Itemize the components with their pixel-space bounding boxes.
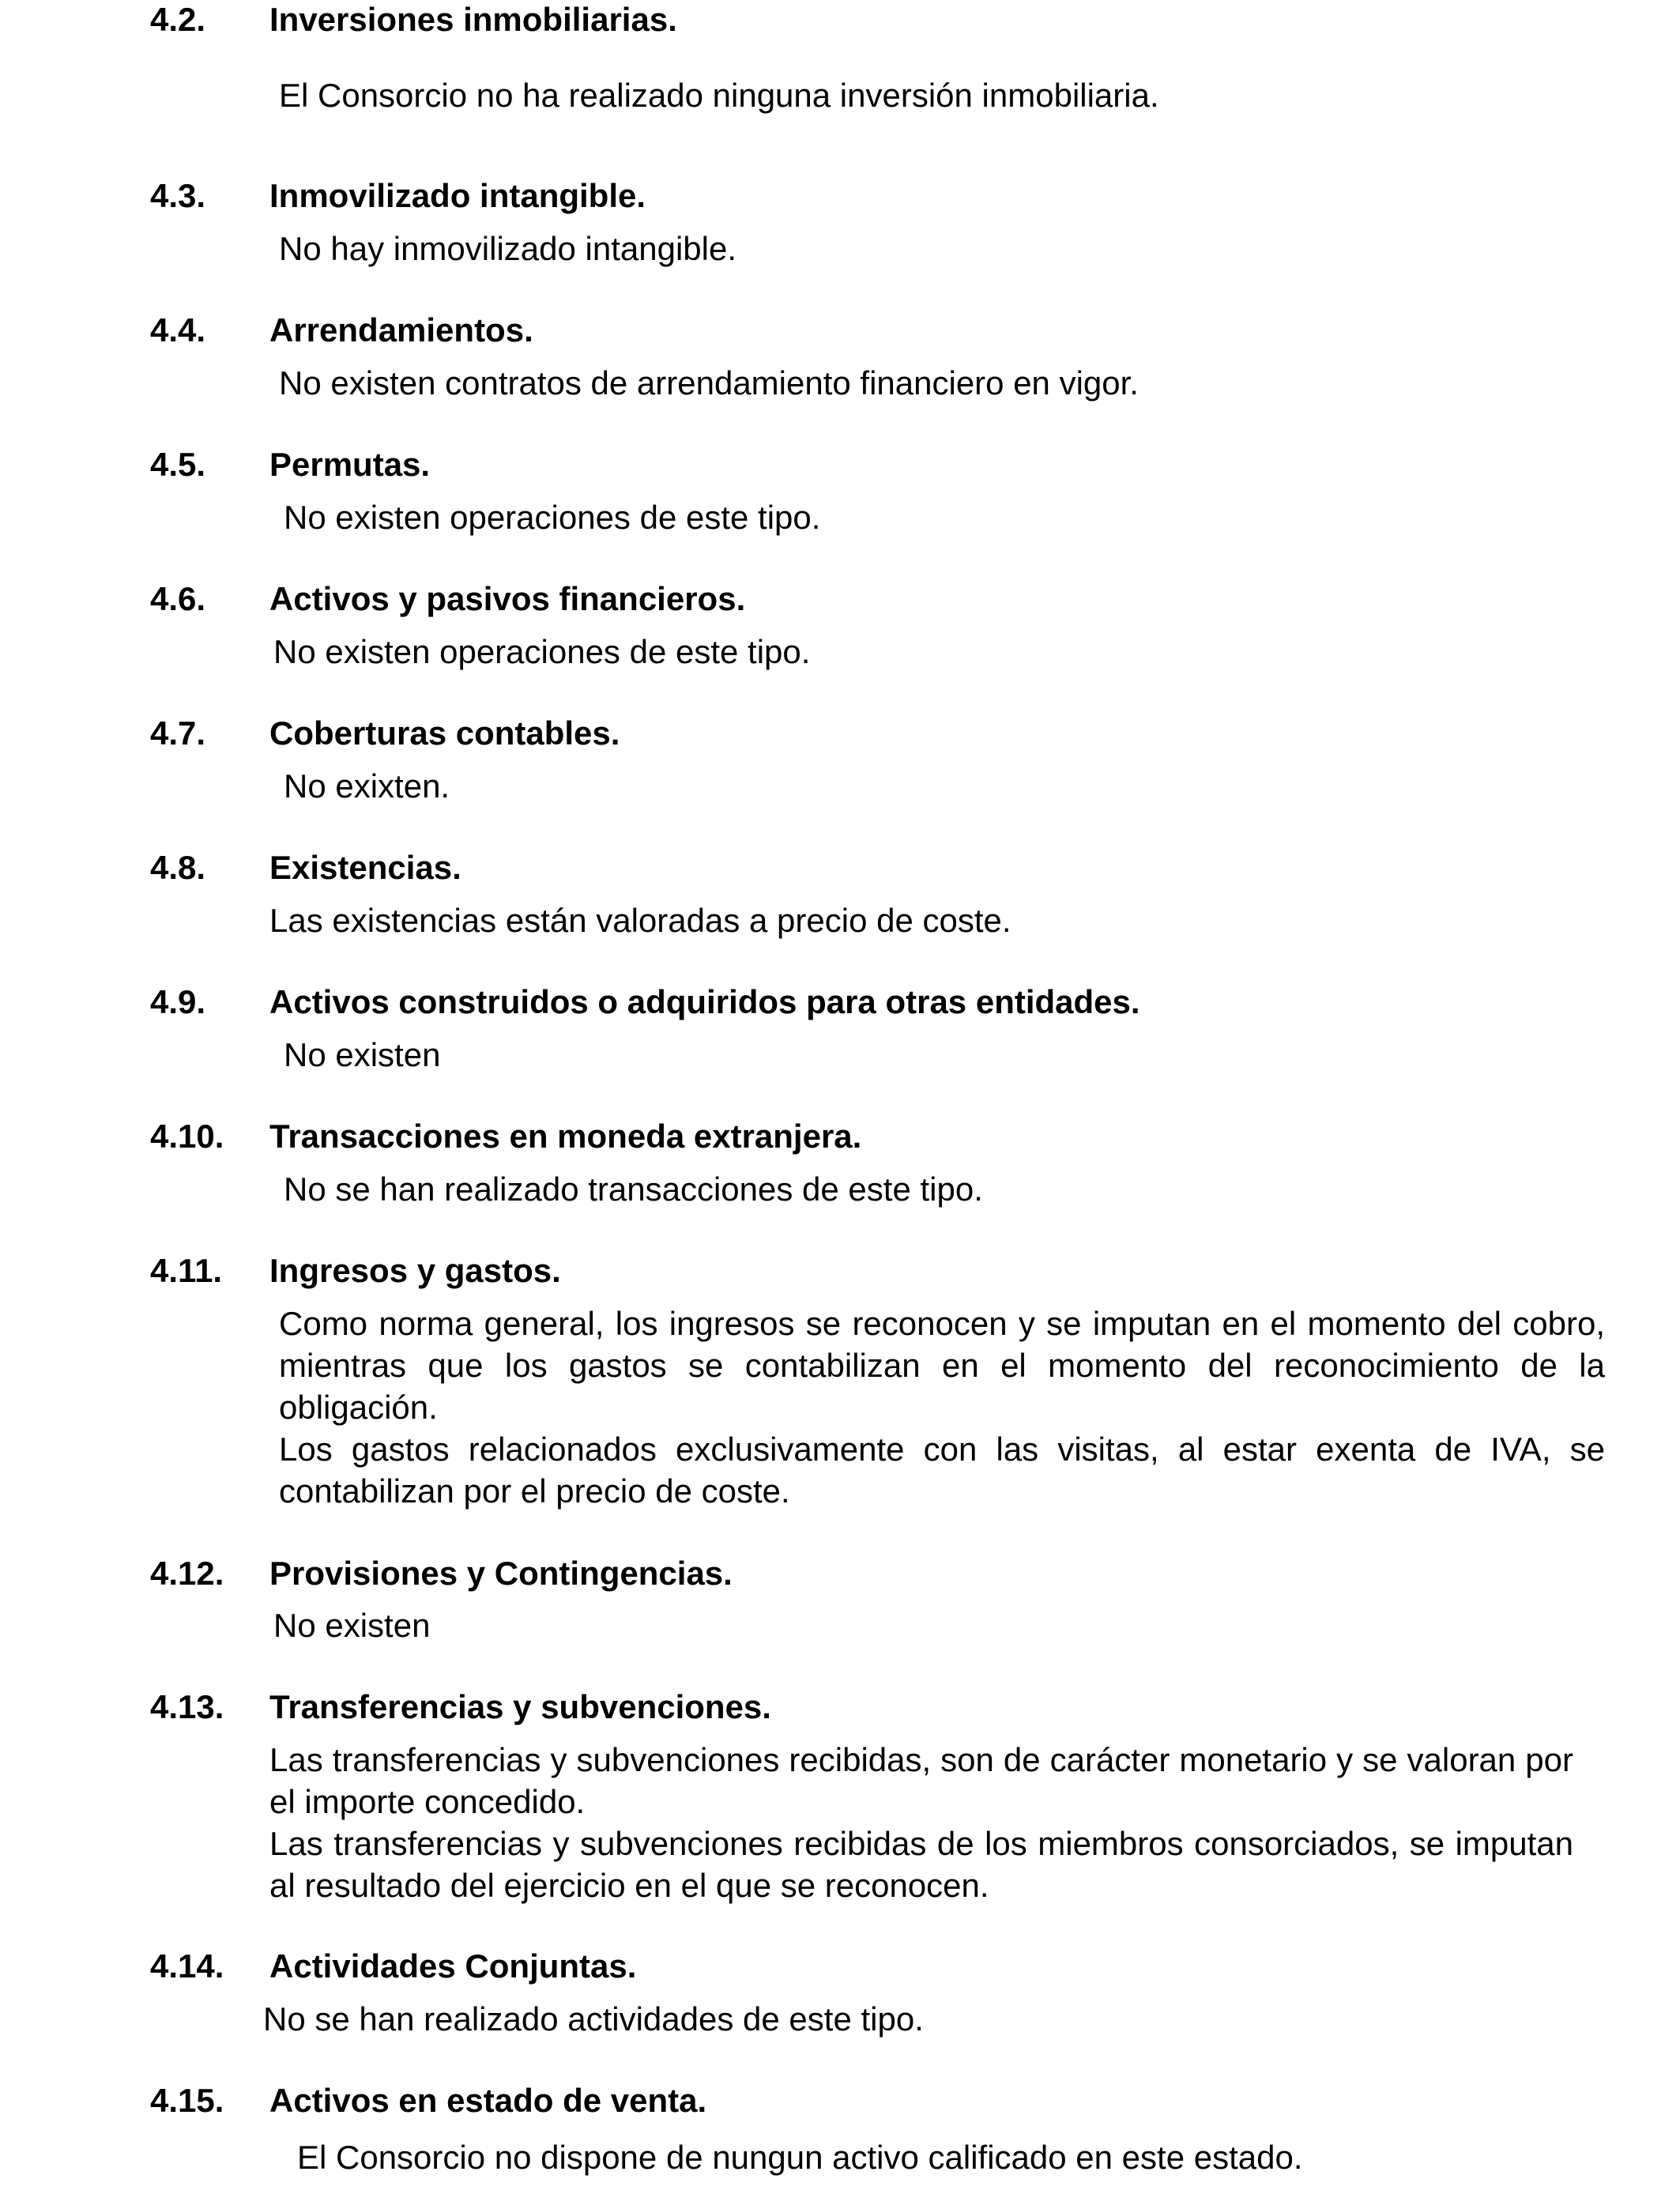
section-body: No existen operaciones de este tipo. (273, 633, 811, 670)
section-number: 4.15. (150, 2082, 224, 2119)
body-paragraph: Las transferencias y subvenciones recibidas de los miembros consorciados, se imputan al resultado del ejercicio en el que se reconocen. (269, 1825, 1573, 1904)
section-title: Activos construidos o adquiridos para otras entidades. (269, 983, 1140, 1020)
section-title: Transferencias y subvenciones. (269, 1688, 771, 1725)
section-number: 4.13. (150, 1688, 224, 1725)
section-body: El Consorcio no ha realizado ninguna inversión inmobiliaria. (279, 77, 1159, 114)
section-title: Inmovilizado intangible. (269, 177, 646, 214)
section-number: 4.12. (150, 1555, 224, 1592)
section-title: Actividades Conjuntas. (269, 1947, 637, 1985)
section-number: 4.4. (150, 311, 206, 349)
section-number: 4.3. (150, 177, 206, 214)
section-body: No se han realizado transacciones de este tipo. (284, 1171, 983, 1208)
section-number: 4.11. (150, 1252, 223, 1289)
section-body: No existen operaciones de este tipo. (284, 499, 821, 536)
section-body: El Consorcio no dispone de nungun activo calificado en este estado. (297, 2139, 1303, 2176)
section-title: Provisiones y Contingencias. (269, 1555, 733, 1592)
section-number: 4.7. (150, 714, 206, 752)
section-number: 4.9. (150, 983, 206, 1020)
section-body: No hay inmovilizado intangible. (279, 230, 736, 267)
section-title: Permutas. (269, 446, 431, 483)
section-body: Las existencias están valoradas a precio de coste. (269, 902, 1011, 939)
section-number: 4.8. (150, 849, 206, 886)
section-body: No existen contratos de arrendamiento financiero en vigor. (279, 364, 1139, 401)
section-title: Existencias. (269, 849, 461, 886)
section-title: Transacciones en moneda extranjera. (269, 1118, 862, 1155)
section-body: No existen (273, 1607, 431, 1644)
section-number: 4.2. (150, 1, 206, 38)
section-body (269, 1739, 1573, 1906)
section-number: 4.5. (150, 446, 206, 483)
section-number: 4.6. (150, 580, 206, 617)
section-title: Activos y pasivos financieros. (269, 580, 746, 617)
section-title: Activos en estado de venta. (269, 2082, 707, 2119)
section-title: Inversiones inmobiliarias. (269, 1, 677, 38)
body-paragraph: Como norma general, los ingresos se reconocen y se imputan en el momento del cobro, mientras que los gastos se contabilizan en el momento del reconocimiento de la obligación. (279, 1305, 1605, 1426)
section-number: 4.10. (150, 1118, 224, 1155)
section-number: 4.14. (150, 1947, 224, 1985)
section-body: No existen (284, 1036, 441, 1073)
section-title: Arrendamientos. (269, 311, 533, 349)
section-body: No se han realizado actividades de este tipo. (263, 2000, 924, 2038)
section-title: Ingresos y gastos. (269, 1252, 561, 1289)
section-body: No exixten. (284, 767, 450, 805)
body-paragraph: Los gastos relacionados exclusivamente con las visitas, al estar exenta de IVA, se contabilizan por el precio de coste. (279, 1431, 1605, 1510)
section-title: Coberturas contables. (269, 714, 620, 752)
section-body (279, 1302, 1605, 1512)
body-paragraph: Las transferencias y subvenciones recibidas, son de carácter monetario y se valoran por el importe concedido. (269, 1741, 1573, 1820)
